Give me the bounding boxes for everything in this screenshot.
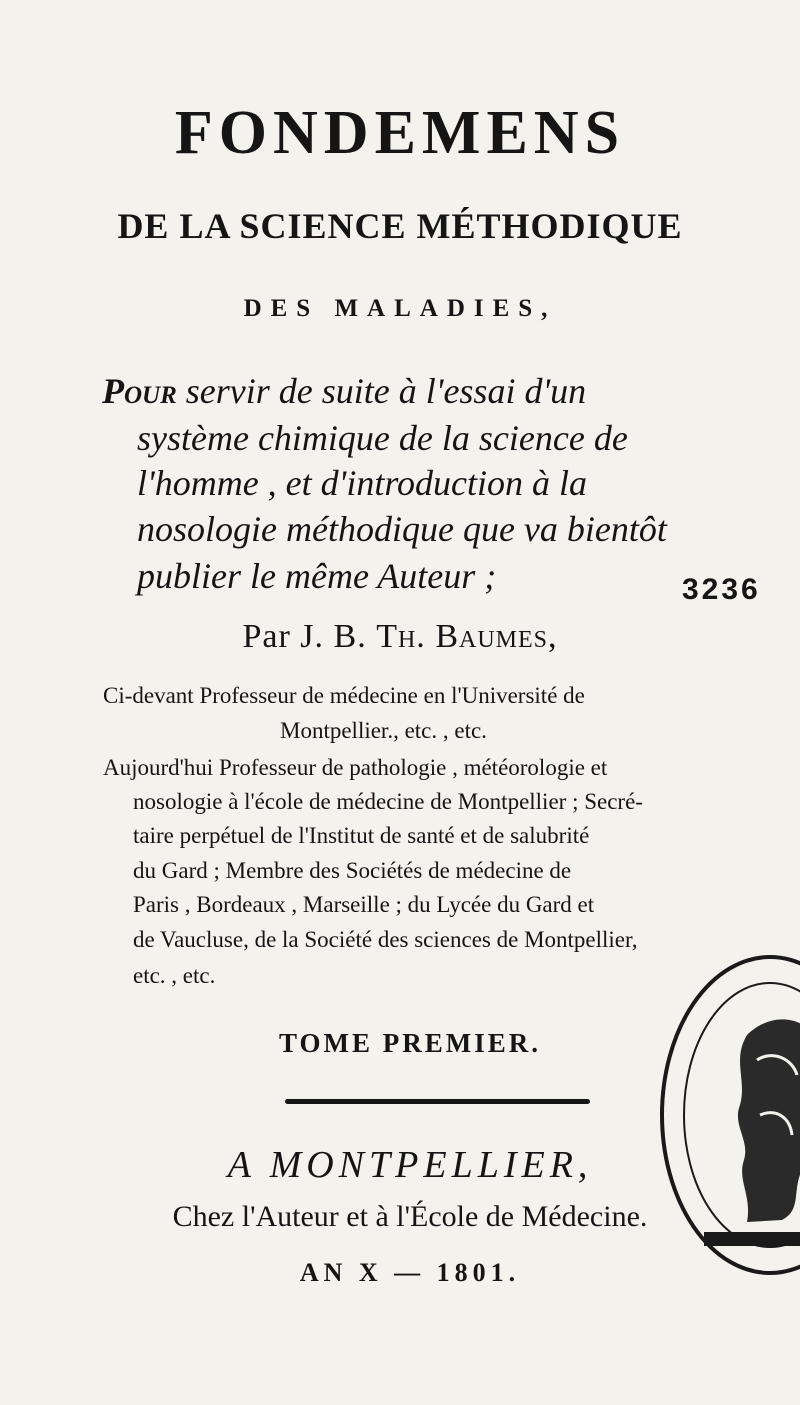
imprint-city: A MONTPELLIER, — [227, 1144, 593, 1186]
imprint-publisher: Chez l'Auteur et à l'École de Médecine. — [172, 1200, 648, 1233]
author-line — [0, 618, 800, 656]
credential-line: taire perpétuel de l'Institut de santé et de salubrité — [133, 823, 590, 848]
library-stamp-icon — [652, 940, 800, 1290]
credential-line: Paris , Bordeaux , Marseille ; du Lycée du Gard et — [133, 892, 595, 917]
purpose-line-3: l'homme , et d'introduction à la — [137, 463, 588, 503]
volume-label: TOME PREMIER. — [278, 1028, 541, 1058]
credential-line: etc. , etc. — [133, 963, 216, 988]
purpose-lead: Pour — [102, 371, 177, 411]
book-subtitle-2: DES MALADIES, — [243, 295, 557, 322]
imprint-date: AN X — 1801. — [299, 1258, 521, 1287]
shelfmark-number: 3236 — [682, 573, 761, 606]
author-th: Th. — [376, 618, 426, 655]
purpose-line-2: système chimique de la science de — [137, 418, 628, 458]
credential-line: Ci-devant Professeur de médecine en l'Université de — [103, 683, 585, 708]
credential-line: de Vaucluse, de la Société des sciences de Montpellier, — [133, 927, 638, 952]
book-subtitle-1: DE LA SCIENCE MÉTHODIQUE — [117, 206, 683, 246]
credential-line: nosologie à l'école de médecine de Montpellier ; Secré- — [133, 789, 643, 814]
purpose-line-5: publier le même Auteur ; — [137, 556, 497, 596]
credential-line: Montpellier., etc. , etc. — [280, 718, 487, 743]
credential-line: Aujourd'hui Professeur de pathologie , météorologie et — [103, 755, 608, 780]
purpose-line-1-text: servir de suite à l'essai d'un — [185, 371, 587, 411]
credential-line: du Gard ; Membre des Sociétés de médecine de — [133, 858, 572, 883]
book-title: FONDEMENS — [174, 99, 626, 167]
ornamental-rule — [285, 1099, 590, 1104]
author-name: Baumes, — [435, 618, 558, 655]
purpose-line-1 — [102, 370, 586, 412]
author-prefix: Par J. B. — [242, 618, 367, 655]
purpose-line-4: nosologie méthodique que va bientôt — [137, 509, 667, 549]
